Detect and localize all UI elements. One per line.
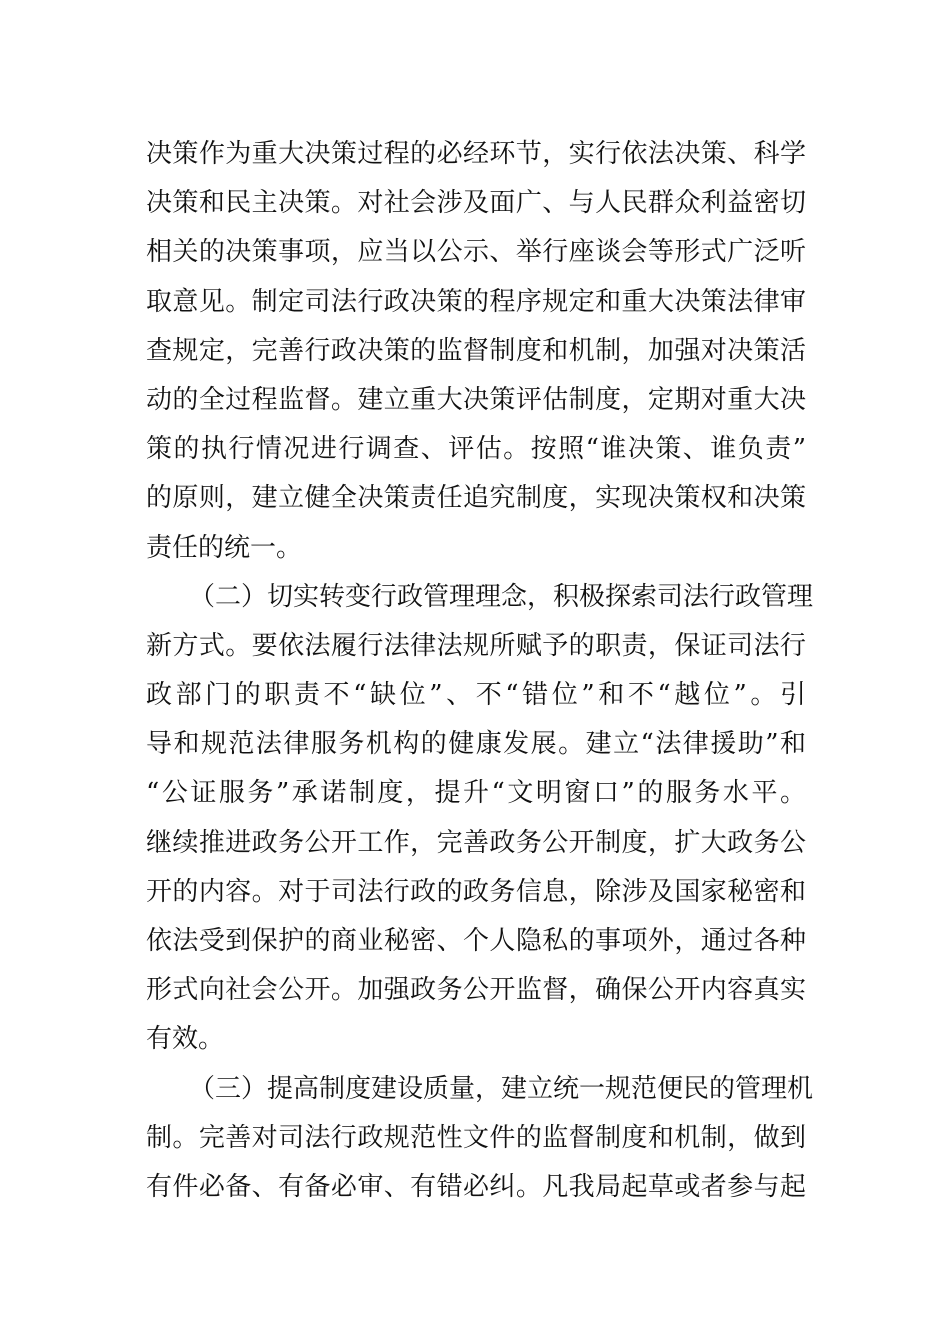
text-line: 依法受到保护的商业秘密、个人隐私的事项外，通过各种 [146,926,806,956]
text-line: 开的内容。对于司法行政的政务信息，除涉及国家秘密和 [146,876,806,907]
text-line: 导和规范法律服务机构的健康发展。建立“法律援助”和 [146,729,806,760]
text-line: 政部门的职责不“缺位”、不“错位”和不“越位”。引 [146,680,806,711]
text-line: 决策作为重大决策过程的必经环节，实行依法决策、科学 [146,139,806,169]
text-line: 制。完善对司法行政规范性文件的监督制度和机制，做到 [146,1122,806,1153]
document-body [146,130,814,1212]
text-line: 的原则，建立健全决策责任追究制度，实现决策权和决策 [146,483,806,514]
text-line: 查规定，完善行政决策的监督制度和机制，加强对决策活 [146,335,806,366]
text-line: 有件必备、有备必审、有错必纠。凡我局起草或者参与起 [146,1171,806,1202]
text-line: 动的全过程监督。建立重大决策评估制度，定期对重大决 [146,384,806,415]
text-line: 决策和民主决策。对社会涉及面广、与人民群众利益密切 [146,188,806,219]
text-line: “公证服务”承诺制度，提升“文明窗口”的服务水平。 [146,778,806,809]
text-line: 有效。 [146,1024,225,1055]
text-line: 责任的统一。 [146,532,303,563]
text-line: 相关的决策事项，应当以公示、举行座谈会等形式广泛听 [146,237,806,268]
section-heading-line: （三）提高制度建设质量，建立统一规范便民的管理机 [189,1073,814,1104]
text-line: 新方式。要依法履行法律法规所赋予的职责，保证司法行 [146,630,806,661]
text-line: 取意见。制定司法行政决策的程序规定和重大决策法律审 [146,286,806,317]
section-heading-line: （二）切实转变行政管理理念，积极探索司法行政管理 [189,581,814,612]
text-line: 继续推进政务公开工作，完善政务公开制度，扩大政务公 [146,827,806,858]
text-line: 形式向社会公开。加强政务公开监督，确保公开内容真实 [146,975,806,1006]
text-line: 策的执行情况进行调查、评估。按照“谁决策、谁负责” [146,434,806,465]
